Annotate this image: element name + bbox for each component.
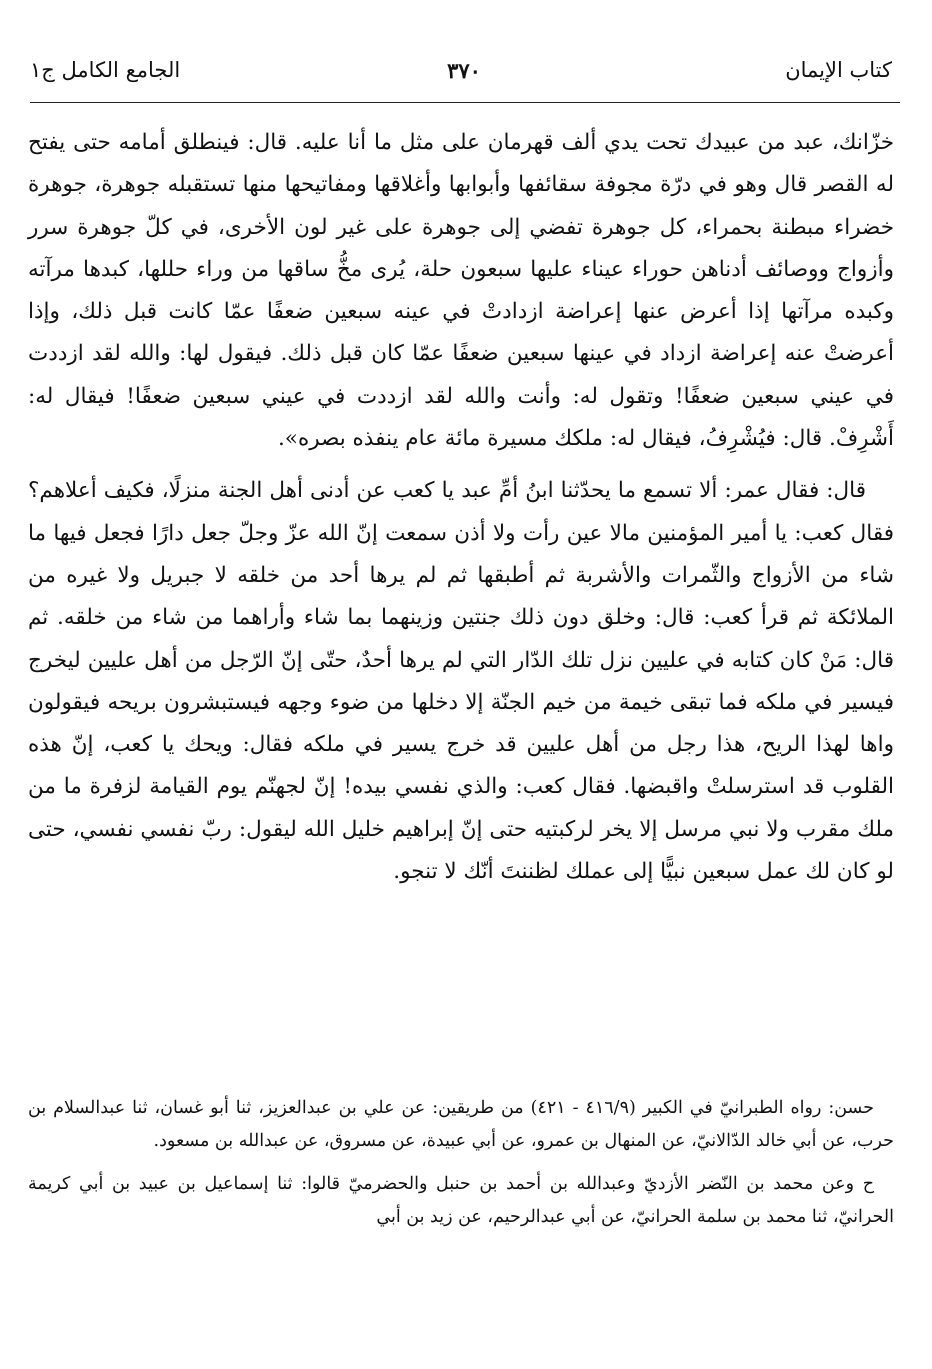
chapter-title: كتاب الإيمان [785, 58, 892, 82]
footnote: ح وعن محمد بن النّضر الأزديّ وعبدالله بن أحمد بن حنبل والحضرميّ قالوا: ثنا إسماعيل بن عبيد بن أبي كريمة الحرانيّ، ثنا محمد بن سلمة الحرانيّ، عن أبي عبدالرحيم، عن زيد بن أبي [28, 1174, 894, 1227]
page-header [30, 58, 898, 98]
book-title: الجامع الكامل ج١ [30, 58, 181, 82]
page-number: ٣٧٠ [447, 58, 481, 83]
main-text [28, 122, 894, 893]
paragraph: خزّانك، عبد من عبيدك تحت يدي ألف قهرمان على مثل ما أنا عليه. قال: فينطلق أمامه حتى يفتح له القصر قال وهو في درّة مجوفة سقائفها وأبوابها وأغلاقها ومفاتيحها منها تستقبله جوهرة، جوهرة خضراء مبطنة بحمراء، كل جوهرة تفضي إلى جوهرة على غير لون الأخرى، في كلّ جوهرة سرر وأزواج ووصائف أدناهن حوراء عيناء عليها سبعون حلة، يُرى مخُّ ساقها من وراء حللها، كبدها مرآته وكبده مرآتها إذا أعرض عنها إعراضة ازدادتْ في عينه سبعين ضعفًا عمّا كانت قبل ذلك، وإذا أعرضتْ عنه إعراضة ازداد في عينها سبعين ضعفًا عمّا كان قبل ذلك. فيقول لها: والله لقد ازددت في عيني سبعين ضعفًا! وتقول له: وأنت والله لقد ازددت في عيني سبعين ضعفًا! فيقال له: أَشْرِفْ. قال: فيُشْرِفُ، فيقال له: ملكك مسيرة مائة عام ينفذه بصره». [28, 130, 894, 452]
header-rule [30, 102, 900, 103]
paragraph: قال: فقال عمر: ألا تسمع ما يحدّثنا ابنُ أمِّ عبد يا كعب عن أدنى أهل الجنة منزلًا، فكيف أعلاهم؟ فقال كعب: يا أمير المؤمنين مالا عين رأت ولا أذن سمعت إنّ الله عزّ وجلّ جعل دارًا فجعل فيها ما شاء من الأزواج والثّمرات والأشربة ثم أطبقها ثم لم يرها أحد من خلقه لا جبريل ولا غيره من الملائكة ثم قرأ كعب: قال: وخلق دون ذلك جنتين وزينهما بما شاء وأراهما من شاء من خلقه. ثم قال: مَنْ كان كتابه في عليين نزل تلك الدّار التي لم يرها أحدٌ، حتّى إنّ الرّجل من أهل عليين ليخرج فيسير في ملكه فما تبقى خيمة من خيم الجنّة إلا دخلها من ضوء وجهه فيستبشرون بريحه فيقولون واها لهذا الريح، هذا رجل من أهل عليين قد خرج يسير في ملكه فقال: ويحك يا كعب، إنّ هذه القلوب قد استرسلتْ واقبضها. فقال كعب: والذي نفسي بيده! إنّ لجهنّم يوم القيامة لزفرة ما من ملك مقرب ولا نبي مرسل إلا يخر لركبتيه حتى إنّ إبراهيم خليل الله ليقول: ربّ نفسي نفسي، حتى لو كان لك عمل سبعين نبيًّا إلى عملك لظننتَ أنّك لا تنجو. [28, 478, 894, 885]
footnote: حسن: رواه الطبرانيّ في الكبير (٤١٦/٩ - ٤٢١) من طريقين: عن علي بن عبدالعزيز، ثنا أبو غسان، ثنا عبدالسلام بن حرب، عن أبي خالد الدّالانيّ، عن المنهال بن عمرو، عن أبي عبيدة، عن مسروق، عن عبدالله بن مسعود. [28, 1098, 894, 1151]
footnotes [28, 1092, 894, 1234]
